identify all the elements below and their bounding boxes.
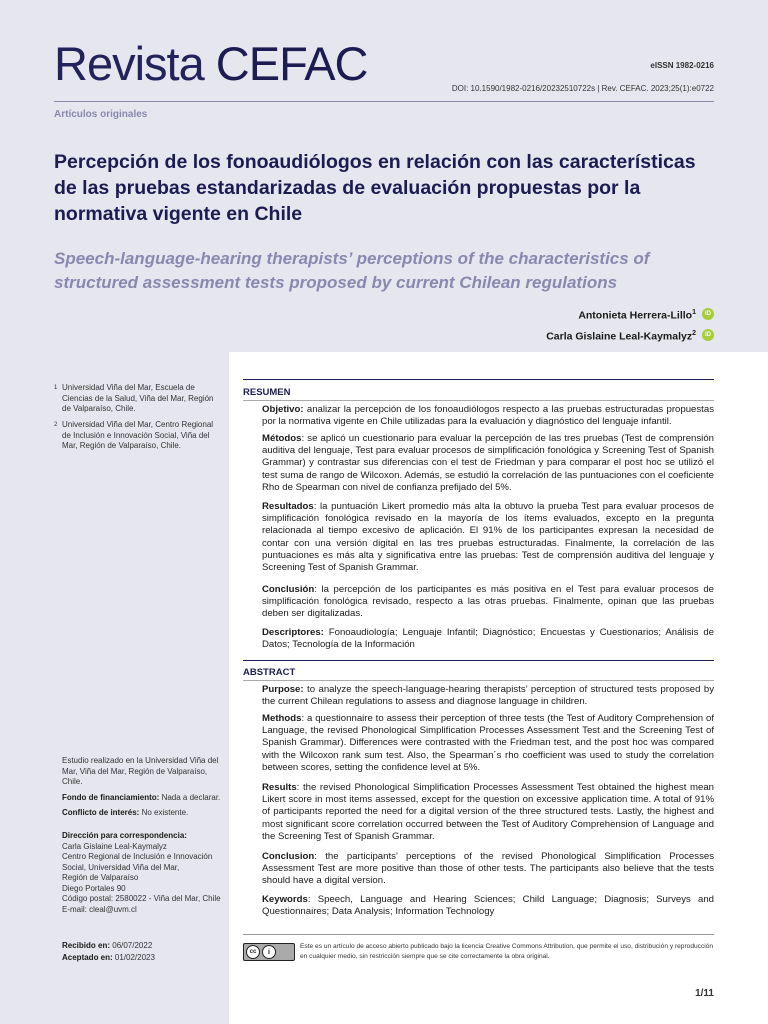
received-label: Recibido en: [62, 941, 111, 950]
abstract-keywords [262, 894, 714, 918]
accepted-date [62, 953, 227, 964]
conflict-label: Conflicto de interés: [62, 808, 140, 817]
keywords-text: : Speech, Language and Hearing Sciences; Child Language; Diagnosis; Surveys and Questionnaires; Data Analysis; Information Technology [262, 894, 714, 918]
orcid-icon[interactable]: iD [702, 308, 714, 320]
received-value: 06/07/2022 [110, 941, 153, 950]
descriptores-label: Descriptores: [262, 627, 324, 638]
objetivo-label: Objetivo: [262, 404, 304, 415]
author-name[interactable]: Carla Gislaine Leal-Kaymalyz [546, 330, 693, 342]
resultados-text: : la puntuación Likert promedio más alta la obtuvo la prueba Test para evaluar procesos de simplificación fonológica revisado en la mayoría de los ítems evaluados, excepto en la pregunta relacionada al tiempo excesivo de aplicación. El 91% de los participantes expresan la necesidad de contar con una versión digital en las tres pruebas estructuradas. Finalmente, la correlación de las puntuaciones es más alta y significativa entre las pruebas: Test de comprensión auditiva del lenguaje y Screening Test of Spanish Grammar. [262, 501, 714, 574]
abstract-methods [262, 713, 714, 774]
methods-label: Methods [262, 713, 302, 724]
affiliation-2 [54, 420, 222, 452]
title-spanish: Percepción de los fonoaudiólogos en relación con las características de las pruebas estandarizadas de evaluación propuestas por la normativa vigente en Chile [54, 151, 696, 225]
objetivo-text: analizar la percepción de los fonoaudiólogos respecto a las pruebas estructuradas propuestas por la normativa vigente en Chile utilizadas para la evaluación y diagnóstico del lenguaje infantil. [262, 404, 714, 428]
metodos-text: : se aplicó un cuestionario para evaluar la percepción de las tres pruebas (Test de comprensión auditiva del lenguaje, Test para evaluar procesos de simplificación fonológica y Screening Test of Spanish Grammar) y contrastar sus diferencias con el test de Friedman y para comparar el post hoc se utilizó el test suma de rango de Wilcoxon. Además, se estudió la correlación de las puntuaciones con el coeficiente Rho de Spearman con nivel de confianza prefijado del 5%. [262, 433, 714, 493]
conflict [62, 808, 227, 819]
affiliation-1 [54, 383, 222, 415]
conflict-value: No existente. [139, 808, 189, 817]
results-label: Results [262, 782, 297, 793]
abstract-divider [243, 680, 714, 681]
author-affiliation-number: 1 [692, 309, 696, 316]
keywords-label: Keywords [262, 894, 308, 905]
correspondence-line: Código postal: 2580022 - Viña del Mar, Chile [62, 894, 221, 903]
cc-icon: cc [246, 945, 260, 959]
metodos-label: Métodos [262, 433, 302, 444]
funding-value: Nada a declarar. [159, 793, 221, 802]
author-affiliation-number: 2 [692, 329, 696, 337]
correspondence-line: Centro Regional de Inclusión e Innovación Social, Universidad Viña del Mar, [62, 852, 213, 872]
header-divider [54, 101, 714, 102]
affiliation-number: 2 [54, 422, 58, 428]
correspondence-label: Dirección para correspondencia: [62, 831, 187, 840]
resumen-objetivo [262, 404, 714, 428]
results-text: : the revised Phonological Simplification Processes Assessment Test obtained the highest mean Likert score in most items assessed, except for the question on excessive application time. A total of 91% of participants reported the need for a digital version of the three structured tests. Lastly, the highest and most significant score correlation occurred between the Test of Auditory Comprehension of Language and the Screening Test of Spanish Grammar. [262, 782, 714, 842]
doi-line: DOI: 10.1590/1982-0216/20232510722s | Rev. CEFAC. 2023;25(1):e0722 [451, 84, 714, 93]
correspondence-line: Diego Portales 90 [62, 883, 126, 893]
conclusion-label: Conclusion [262, 851, 315, 862]
by-attribution-icon: i [262, 945, 276, 959]
conclusion-text: : the participants’ perceptions of the revised Phonological Simplification Processes Assessment Test are more positive than those of other tests. The participants also believe that the tests should have a digital version. [262, 851, 714, 887]
logo-cefac: CEFAC [215, 37, 368, 90]
section-label: Artículos originales [54, 109, 148, 120]
abstract-purpose [262, 684, 714, 708]
author-name[interactable]: Antonieta Herrera-Lillo [578, 309, 693, 322]
affiliation-text: Universidad Viña del Mar, Escuela de Ciencias de la Salud, Viña del Mar, Región de Valparaíso, Chile. [62, 383, 214, 413]
license-divider [243, 934, 714, 935]
correspondence-line: Carla Gislaine Leal-Kaymalyz [62, 841, 167, 851]
logo-revista: Revista [54, 37, 216, 90]
abstract-results [262, 782, 714, 843]
resumen-metodos [262, 433, 714, 494]
accepted-value: 01/02/2023 [112, 953, 155, 962]
resultados-label: Resultados [262, 501, 314, 512]
received-date [62, 941, 227, 952]
descriptores-text: Fonoaudiología; Lenguaje Infantil; Diagnóstico; Encuestas y Cuestionarios; Análisis de Datos; Tecnología de la Información [262, 627, 714, 651]
license-text: Este es un artículo de acceso abierto publicado bajo la licencia Creative Commons Attribution, que permite el uso, distribución y reproducción en cualquier medio, sin restricción siempre que se cite correctamente la obra original. [300, 943, 714, 960]
eissn: eISSN 1982-0216 [650, 61, 714, 70]
affiliation-text: Universidad Viña del Mar, Centro Regional de Inclusión e Innovación Social, Viña del Mar, Región de Valparaíso, Chile. [62, 420, 214, 450]
correspondence [62, 831, 227, 915]
journal-logo [54, 37, 368, 90]
conclusion-label: Conclusión [262, 584, 315, 595]
resumen-conclusion [262, 584, 714, 621]
funding-label: Fondo de financiamiento: [62, 793, 160, 802]
abstract-heading: ABSTRACT [243, 667, 296, 678]
funding [62, 793, 227, 804]
resumen-descriptores [262, 627, 714, 651]
sidebar-column [54, 378, 229, 1024]
author-item [546, 325, 714, 346]
orcid-icon[interactable]: iD [702, 329, 714, 341]
abstract-conclusion [262, 851, 714, 888]
author-item [546, 304, 714, 325]
cc-by-badge[interactable] [243, 943, 295, 961]
resumen-heading: RESUMEN [243, 387, 291, 398]
accepted-label: Aceptado en: [62, 953, 113, 962]
title-english: Speech-language-hearing therapists’ perceptions of the characteristics of structured assessment tests proposed by current Chilean regulations [54, 249, 650, 292]
purpose-text: to analyze the speech-language-hearing therapists’ perception of structured tests proposed by the current Chilean regulations to assess and diagnose language in children. [262, 684, 714, 708]
page-number: 1/11 [695, 988, 714, 999]
author-list [546, 304, 714, 345]
correspondence-email[interactable]: E-mail: cleal@uvm.cl [62, 904, 137, 914]
resumen-top-rule [243, 379, 714, 380]
affiliation-number: 1 [54, 385, 58, 391]
methods-text: : a questionnaire to assess their perception of three tests (the Test of Auditory Comprehension of Language, the revised Phonological Simplification Processes Assessment Test and the Screening Test of Spanish Grammar). Differences were contrasted with the Friedman test, and the post hoc was compared with the Wilcoxon rank sum test. Also, the Spearman´s rho coefficient was used to study the correlation between scores, setting the confidence level at 5%. [262, 713, 714, 773]
conclusion-text: : la percepción de los participantes es más positiva en el Test para evaluar procesos de simplificación fonológica revisado, respecto a las otras pruebas. Finalmente, opinan que las pruebas deben ser digitalizadas. [262, 584, 714, 620]
abstract-top-rule [243, 660, 714, 661]
resumen-resultados [262, 501, 714, 574]
correspondence-line: Región de Valparaíso [62, 873, 139, 882]
study-note: Estudio realizado en la Universidad Viña del Mar, Viña del Mar, Región de Valparaíso, Chile. [62, 756, 219, 786]
resumen-divider [243, 400, 714, 401]
purpose-label: Purpose: [262, 684, 304, 695]
